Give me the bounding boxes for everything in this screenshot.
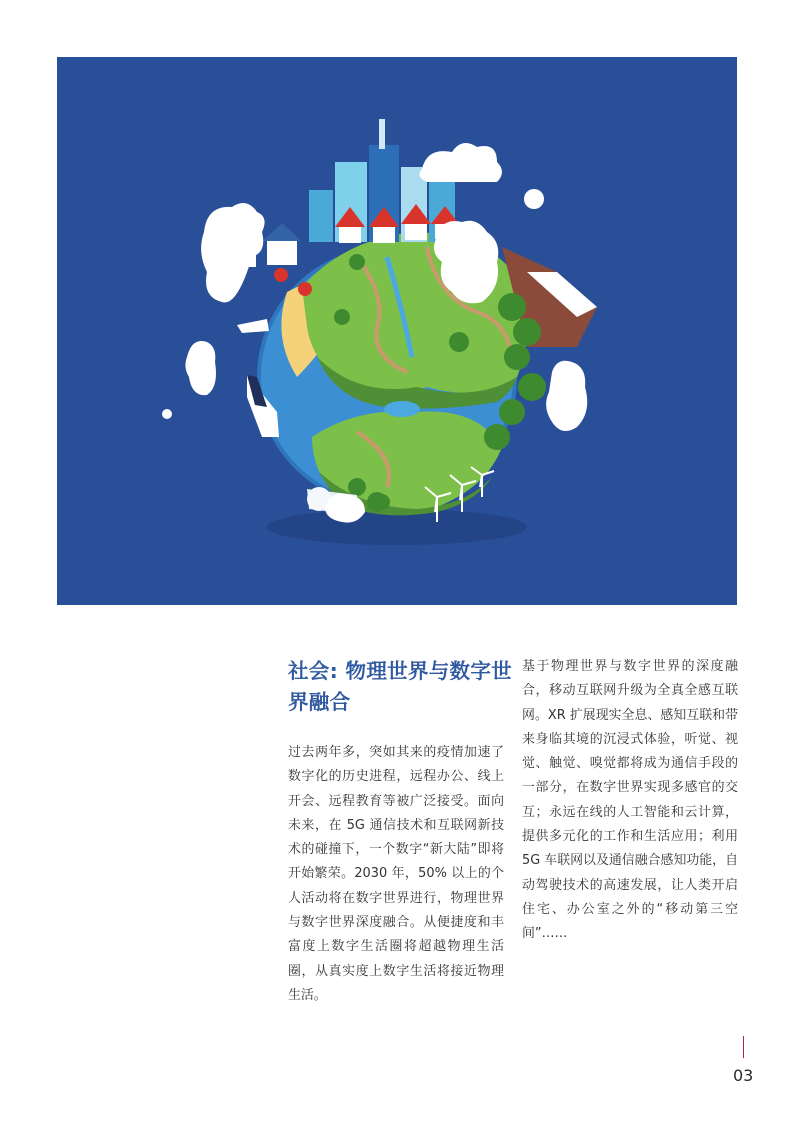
- page-number: 03: [733, 1066, 754, 1085]
- article-paragraph-right: 基于物理世界与数字世界的深度融合，移动互联网升级为全真全感互联网。XR 扩展现实全息、感知互联和带来身临其境的沉浸式体验，听觉、视觉、触觉、嗅觉都将成为通信手段的一部分，在数字世界实现多感官的交互；永远在线的人工智能和云计算，提供多元化的工作和生活应用；利用 5G 车联网以及通信融合感知功能，自动驾驶技术的高速发展，让人类开启住宅、办公室之外的“移动第三空间”……: [522, 659, 738, 942]
- article-heading: 社会: 物理世界与数字世界融合: [288, 659, 512, 714]
- article-paragraph-left: 过去两年多，突如其来的疫情加速了数字化的历史进程，远程办公、线上开会、远程教育等被广泛接受。面向未来，在 5G 通信技术和互联网新技术的碰撞下，一个数字“新大陆”即将开始繁荣。2030 年，50% 以上的个人活动将在数字世界进行，物理世界与数字世界深度融合。从便捷度和丰富度上数字生活圈将超越物理生活圈，从真实度上数字生活将接近物理生活。: [288, 745, 504, 1003]
- globe-illustration: [57, 57, 737, 605]
- page-number-divider: [743, 1036, 744, 1058]
- hero-illustration: [57, 57, 737, 605]
